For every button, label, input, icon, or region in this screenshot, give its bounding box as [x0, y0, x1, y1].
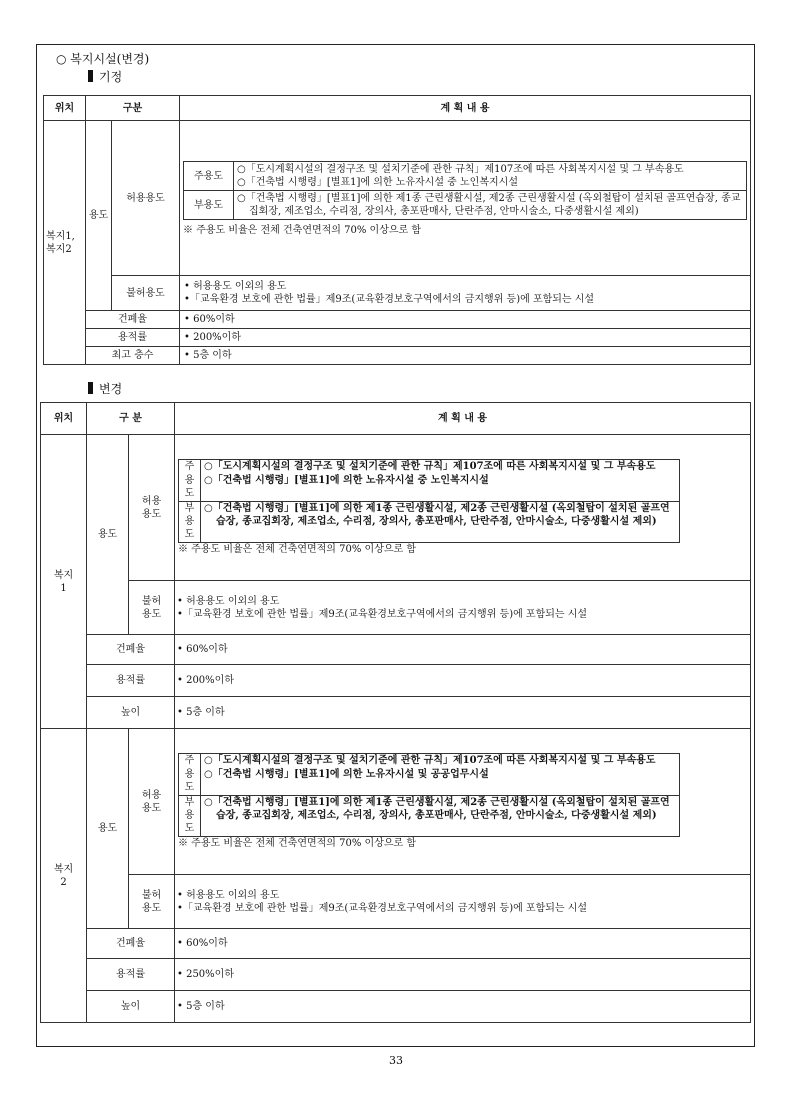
prohibited-label-line: 용도: [141, 902, 162, 914]
heading-bullet-icon: [88, 382, 93, 394]
main-use-items: [234, 162, 747, 191]
changed-row-2-coverage: [41, 929, 751, 959]
prohibited-item: • 허용용도 이외의 용도: [177, 595, 280, 607]
sub-use-label-char: 도: [184, 529, 195, 541]
existing-coverage-label: 건폐율: [86, 311, 180, 329]
prohibited-item: •「교육환경 보호에 관한 법률」제9조(교육환경보호구역에서의 금지행위 등)에 포함되는 시설: [177, 902, 588, 914]
sub-use-label-char: 부: [184, 502, 195, 514]
location-line: 2: [60, 876, 67, 888]
changed-height-label-1: 높이: [87, 697, 175, 729]
header-location: 위치: [44, 96, 86, 121]
changed-row-1-far: [41, 665, 751, 697]
changed-heading-label: 변경: [99, 382, 123, 396]
existing-use-label: 용도: [86, 121, 112, 311]
page-number: 33: [389, 1054, 403, 1067]
sub-use-label-char: 용: [184, 515, 195, 527]
sub-use-items: [234, 191, 747, 220]
changed-row-2-permitted: [41, 729, 751, 875]
changed-row-1-height: [41, 697, 751, 729]
main-use-label-char: 용: [184, 768, 195, 780]
changed-permitted-content-1: [175, 435, 751, 581]
existing-floors-value: • 5층 이하: [180, 347, 751, 365]
permitted-label-line: 허용: [141, 495, 162, 507]
prohibited-item: •「교육환경 보호에 관한 법률」제9조(교육환경보호구역에서의 금지행위 등)에 포함되는 시설: [177, 608, 588, 620]
changed-row-1-prohibited: [41, 581, 751, 635]
sub-use-label: [179, 501, 201, 542]
existing-prohibited-content: [180, 276, 751, 311]
main-use-label: 주용도: [184, 162, 234, 191]
changed-table: [40, 402, 751, 1023]
location-line: 복지2: [46, 243, 72, 255]
main-use-item: ○「건축법 시행령」[별표1]에 의한 노유자시설 중 노인복지시설: [237, 177, 518, 188]
header-category: 구분: [86, 96, 180, 121]
changed-prohibited-label-1: [129, 581, 175, 635]
changed-row-1-permitted: [41, 435, 751, 581]
prohibited-label-line: 불허: [141, 595, 162, 607]
existing-location: [44, 121, 86, 365]
changed-heading: [88, 380, 122, 397]
changed-permitted-label-2: [129, 729, 175, 875]
changed-far-label-2: 용적률: [87, 959, 175, 991]
changed-permitted-label-1: [129, 435, 175, 581]
main-use-item: ○「도시계획시설의 결정구조 및 설치기준에 관한 규칙」제107조에 따른 사회복지시설 및 그 부속용도: [204, 755, 656, 767]
existing-table: [43, 95, 751, 365]
changed-use-label-1: 용도: [87, 435, 129, 635]
main-use-label-char: 도: [184, 488, 195, 500]
changed-height-value-1: • 5층 이하: [175, 697, 751, 729]
changed-permitted-content-2: [175, 729, 751, 875]
changed-location-2: [41, 729, 87, 1023]
main-use-label: [179, 460, 201, 501]
sub-use-items: [201, 795, 680, 836]
location-line: 복지1,: [46, 230, 75, 242]
main-use-item: ○「도시계획시설의 결정구조 및 설치기준에 관한 규칙」제107조에 따른 사회복지시설 및 그 부속용도: [237, 164, 684, 175]
existing-floors-label: 최고 층수: [86, 347, 180, 365]
prohibited-item: • 허용용도 이외의 용도: [184, 281, 287, 292]
main-use-label-char: 도: [184, 782, 195, 794]
existing-prohibited-label: 불허용도: [112, 276, 180, 311]
existing-far-row: [44, 329, 751, 347]
existing-far-label: 용적률: [86, 329, 180, 347]
sub-use-label: 부용도: [184, 191, 234, 220]
changed-use-table-2: [178, 753, 680, 836]
main-use-item: ○「도시계획시설의 결정구조 및 설치기준에 관한 규칙」제107조에 따른 사회복지시설 및 그 부속용도: [204, 461, 656, 473]
changed-coverage-label-1: 건폐율: [87, 635, 175, 665]
existing-permitted-label: 허용용도: [112, 121, 180, 276]
sub-use-item: ○「건축법 시행령」[별표1]에 의한 제1종 근린생활시설, 제2종 근린생활시설 (옥외철탑이 설치된 골프연습장, 종교집회장, 제조업소, 수리점, 장의사, 총포판매사, 단란주점, 안마시술소, 다중생활시설 제외): [204, 796, 670, 821]
location-line: 1: [60, 582, 67, 594]
changed-row-2-prohibited: [41, 875, 751, 929]
changed-row-2-far: [41, 959, 751, 991]
existing-ratio-note: ※ 주용도 비율은 전체 건축연면적의 70% 이상으로 함: [183, 225, 422, 236]
main-use-items: [201, 754, 680, 795]
existing-coverage-row: [44, 311, 751, 329]
changed-header-row: [41, 403, 751, 435]
changed-far-value-1: • 200%이하: [175, 665, 751, 697]
changed-coverage-value-1: • 60%이하: [175, 635, 751, 665]
heading-bullet-icon: [88, 70, 93, 82]
existing-use-table: [183, 161, 747, 220]
main-use-label: [179, 754, 201, 795]
main-use-item: ○「건축법 시행령」[별표1]에 의한 노유자시설 및 공공업무시설: [204, 768, 489, 780]
changed-far-label-1: 용적률: [87, 665, 175, 697]
prohibited-label-line: 불허: [141, 889, 162, 901]
changed-far-value-2: • 250%이하: [175, 959, 751, 991]
sub-use-label-char: 부: [184, 796, 195, 808]
sub-use-items: [201, 501, 680, 542]
existing-floors-row: [44, 347, 751, 365]
prohibited-item: • 허용용도 이외의 용도: [177, 889, 280, 901]
changed-ratio-note-2: ※ 주용도 비율은 전체 건축연면적의 70% 이상으로 함: [178, 837, 417, 849]
main-use-label-char: 용: [184, 474, 195, 486]
changed-coverage-value-2: • 60%이하: [175, 929, 751, 959]
main-use-label-char: 주: [184, 461, 195, 473]
changed-row-2-height: [41, 991, 751, 1023]
sub-use-label-char: 용: [184, 809, 195, 821]
permitted-label-line: 용도: [141, 802, 162, 814]
existing-permitted-row: [44, 121, 751, 276]
changed-coverage-label-2: 건폐율: [87, 929, 175, 959]
sub-use-label: [179, 795, 201, 836]
sub-use-label-char: 도: [184, 823, 195, 835]
main-use-items: [201, 460, 680, 501]
changed-ratio-note-1: ※ 주용도 비율은 전체 건축연면적의 70% 이상으로 함: [178, 543, 417, 555]
main-use-label-char: 주: [184, 755, 195, 767]
changed-prohibited-content-1: [175, 581, 751, 635]
existing-header-row: [44, 96, 751, 121]
header-plan: 계 획 내 용: [180, 96, 751, 121]
header-plan: 계 획 내 용: [175, 403, 751, 435]
sub-use-item: ○「건축법 시행령」[별표1]에 의한 제1종 근린생활시설, 제2종 근린생활시설 (옥외철탑이 설치된 골프연습장, 종교집회장, 제조업소, 수리점, 장의사, 총포판매사, 단란주점, 안마시술소, 다중생활시설 제외): [204, 502, 670, 527]
header-category: 구 분: [87, 403, 175, 435]
changed-height-label-2: 높이: [87, 991, 175, 1023]
changed-height-value-2: • 5층 이하: [175, 991, 751, 1023]
location-line: 복지: [53, 569, 74, 581]
existing-coverage-value: • 60%이하: [180, 311, 751, 329]
changed-use-table-1: [178, 459, 680, 542]
changed-prohibited-content-2: [175, 875, 751, 929]
prohibited-label-line: 용도: [141, 608, 162, 620]
location-line: 복지: [53, 863, 74, 875]
existing-prohibited-row: [44, 276, 751, 311]
main-use-item: ○「건축법 시행령」[별표1]에 의한 노유자시설 중 노인복지시설: [204, 474, 489, 486]
header-location: 위치: [41, 403, 87, 435]
changed-use-label-2: 용도: [87, 729, 129, 929]
changed-location-1: [41, 435, 87, 729]
prohibited-item: •「교육환경 보호에 관한 법률」제9조(교육환경보호구역에서의 금지행위 등)에 포함되는 시설: [184, 294, 595, 305]
existing-heading: [88, 68, 122, 85]
section-title: ○ 복지시설(변경): [56, 52, 150, 66]
permitted-label-line: 용도: [141, 508, 162, 520]
existing-permitted-content: [180, 121, 751, 276]
changed-prohibited-label-2: [129, 875, 175, 929]
existing-far-value: • 200%이하: [180, 329, 751, 347]
permitted-label-line: 허용: [141, 789, 162, 801]
sub-use-item: ○「건축법 시행령」[별표1]에 의한 제1종 근린생활시설, 제2종 근린생활시설 (옥외철탑이 설치된 골프연습장, 종교집회장, 제조업소, 수리점, 장의사, 총포판매사, 단란주점, 안마시술소, 다중생활시설 제외): [237, 193, 741, 217]
changed-row-1-coverage: [41, 635, 751, 665]
existing-heading-label: 기정: [99, 70, 123, 84]
